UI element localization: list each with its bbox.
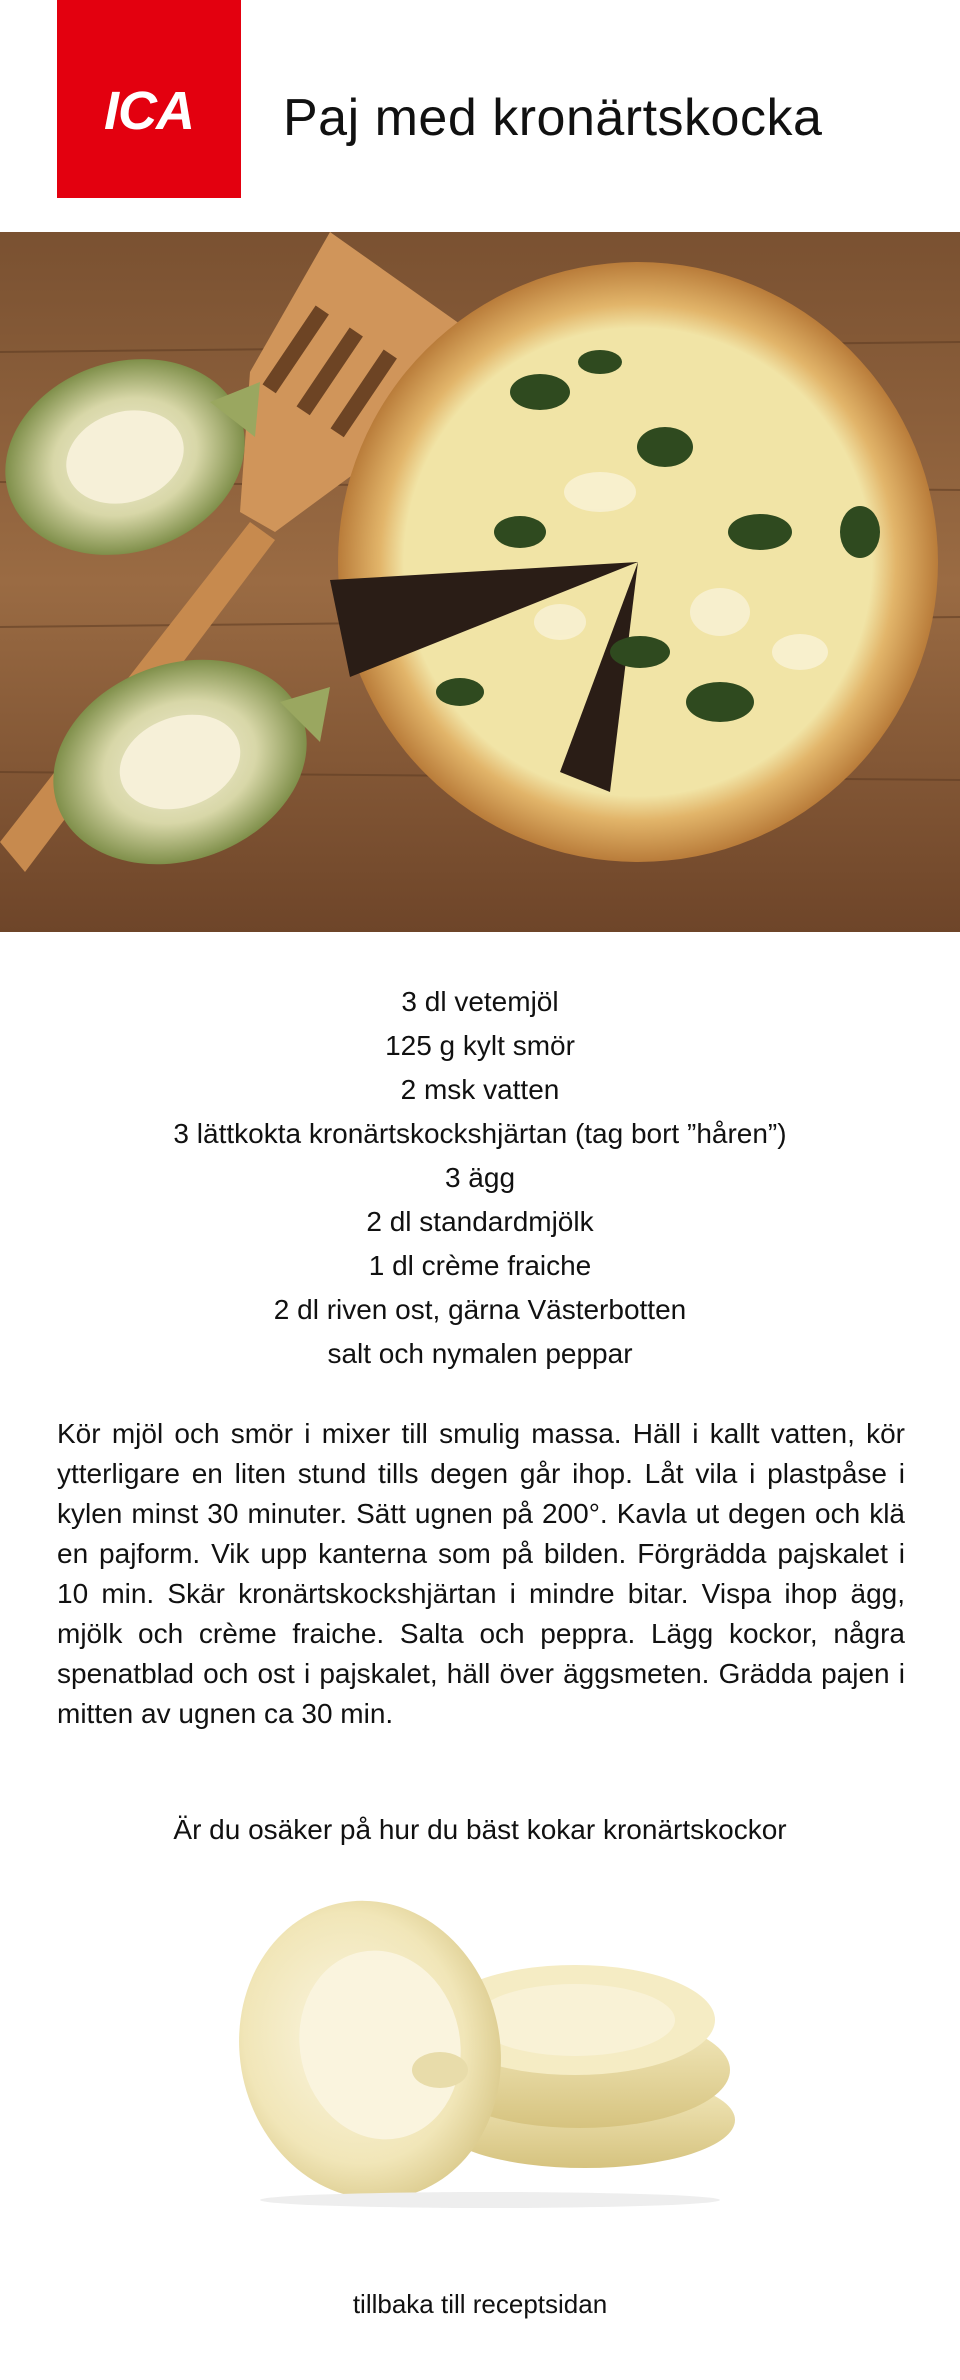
ingredient-list (0, 980, 960, 1376)
hero-photo (0, 232, 960, 932)
header (0, 0, 960, 232)
ingredient-item: 3 dl vetemjöl (401, 986, 559, 1017)
ingredient-item: 1 dl crème fraiche (368, 1250, 592, 1281)
ingredient-item: 2 dl standardmjölk (366, 1206, 594, 1237)
ica-logo-text: ICA (104, 81, 194, 141)
artichoke-cooking-link[interactable]: Är du osäker på hur du bäst kokar kronärtskockor (173, 1814, 787, 1845)
ingredient-item: salt och nymalen peppar (327, 1338, 633, 1369)
ingredient-item: 2 msk vatten (400, 1074, 560, 1105)
artichoke-hearts-icon (230, 1870, 750, 2210)
artichoke-hearts-photo (230, 1870, 750, 2210)
page-title: Paj med kronärtskocka (283, 89, 823, 147)
ingredient-item: 125 g kylt smör (385, 1030, 575, 1061)
ingredient-item: 2 dl riven ost, gärna Västerbotten (273, 1294, 687, 1325)
instructions-text: Kör mjöl och smör i mixer till smulig massa. Häll i kallt vatten, kör ytterligare en liten stund tills degen går ihop. Låt vila i plastpåse i kylen minst 30 minuter. Sätt ugnen på 200°. Kavla ut degen och klä en pajform. Vik upp kanterna som på bilden. Förgrädda pajskalet i 10 min. Skär kronärtskockshjärtan i mindre bitar. Vispa ihop ägg, mjölk och crème fraiche. Salta och peppra. Lägg kockor, några spenatblad och ost i pajskalet, häll över äggsmeten. Grädda pajen i mitten av ugnen ca 30 min. (57, 1418, 905, 1729)
back-to-recipe-link[interactable]: tillbaka till receptsidan (352, 2289, 608, 2319)
ingredient-item: 3 lättkokta kronärtskockshjärtan (tag bort ”håren”) (173, 1118, 787, 1149)
ingredient-item: 3 ägg (444, 1162, 516, 1193)
ica-logo[interactable] (57, 0, 241, 198)
pie-photo-icon (0, 232, 960, 932)
